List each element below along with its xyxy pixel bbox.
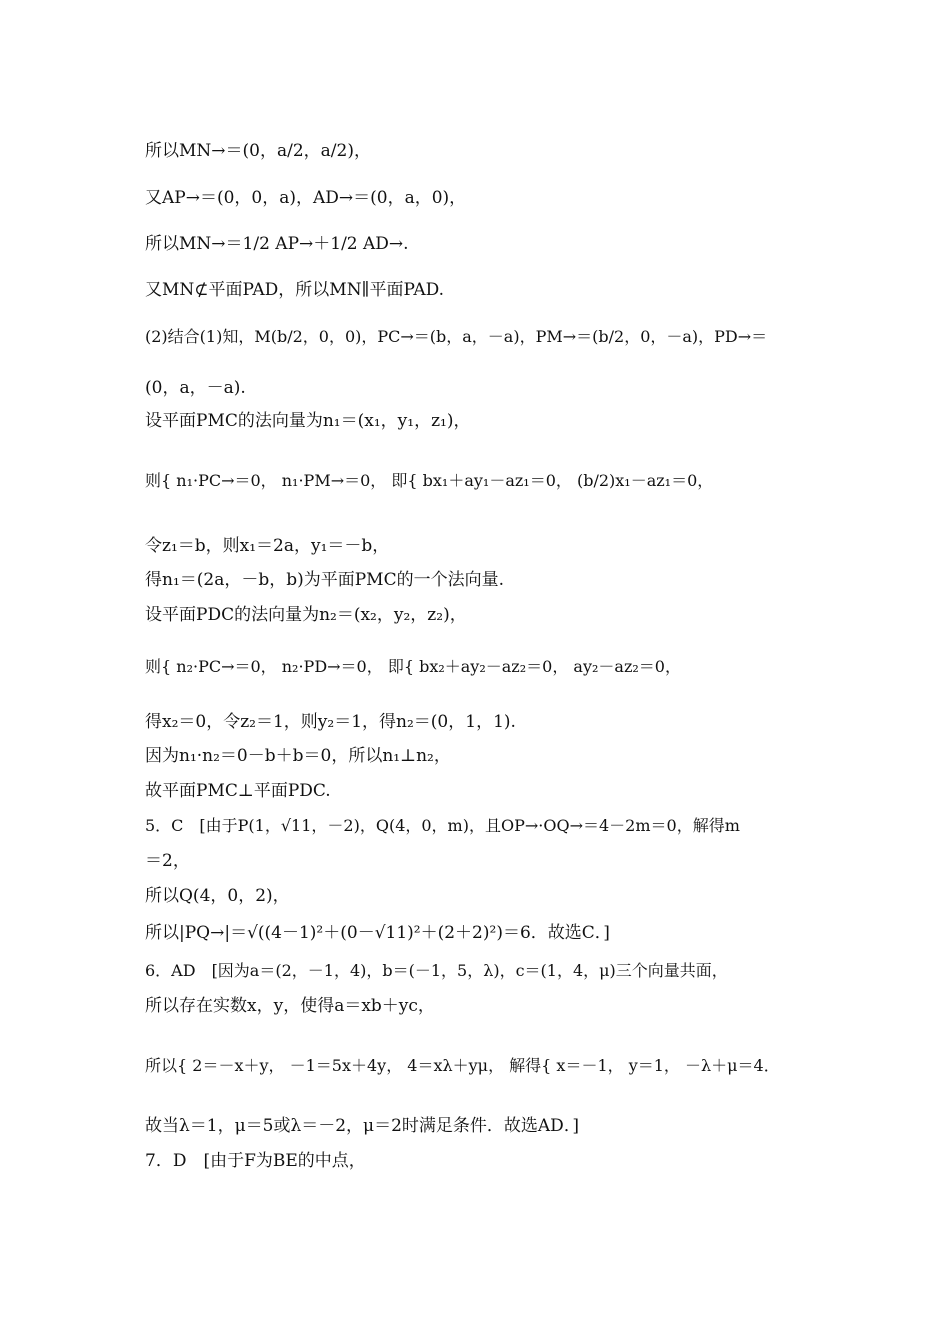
text-line: 所以Q(4，0，2)， [145, 886, 290, 906]
text-line: 所以MN→＝(0，a/2，a/2)， [145, 141, 371, 161]
text-line: 设平面PDC的法向量为n₂＝(x₂，y₂，z₂)， [145, 605, 467, 625]
text-line: 所以|PQ→|＝√((4－1)²＋(0－√11)²＋(2＋2)²)＝6．故选C．] [145, 923, 610, 943]
text-line: 5．C [由于P(1，√11，－2)，Q(4，0，m)，且OP→·OQ→＝4－2m＝0，解得m [145, 816, 740, 835]
text-line: 又MN⊄平面PAD，所以MN∥平面PAD. [145, 280, 445, 300]
text-line: ＝2， [145, 851, 190, 871]
text-line: 所以存在实数x，y，使得a＝xb＋yc， [145, 996, 435, 1016]
text-line: 6．AD [因为a＝(2，－1，4)，b＝(－1，5，λ)，c＝(1，4，μ)三个向量共面， [145, 961, 728, 980]
text-line: (2)结合(1)知，M(b/2，0，0)，PC→＝(b，a，－a)，PM→＝(b/2，0，－a)，PD→＝ [145, 327, 768, 346]
text-line: (0，a，－a). [145, 378, 246, 398]
text-line: 则{ n₂·PC→＝0， n₂·PD→＝0， 即{ bx₂＋ay₂－az₂＝0， ay₂－az₂＝0， [145, 657, 681, 676]
text-line: 故当λ＝1，μ＝5或λ＝－2，μ＝2时满足条件．故选AD．] [145, 1116, 579, 1136]
text-line: 则{ n₁·PC→＝0， n₁·PM→＝0， 即{ bx₁＋ay₁－az₁＝0， (b/2)x₁－az₁＝0， [145, 471, 714, 490]
text-line: 所以MN→＝1/2 AP→＋1/2 AD→. [145, 234, 409, 254]
text-line: 得n₁＝(2a，－b，b)为平面PMC的一个法向量. [145, 570, 504, 590]
text-line: 7．D [由于F为BE的中点， [145, 1151, 366, 1171]
text-line: 设平面PMC的法向量为n₁＝(x₁，y₁，z₁)， [145, 411, 471, 431]
text-line: 令z₁＝b，则x₁＝2a，y₁＝－b， [145, 536, 390, 556]
text-line: 故平面PMC⊥平面PDC. [145, 781, 331, 801]
text-line: 所以{ 2＝－x＋y， －1＝5x＋4y， 4＝xλ＋yμ， 解得{ x＝－1， y＝1， －λ＋μ＝4． [145, 1056, 780, 1075]
text-line: 得x₂＝0，令z₂＝1，则y₂＝1，得n₂＝(0，1，1). [145, 712, 516, 732]
text-line: 又AP→＝(0，0，a)，AD→＝(0，a，0)， [145, 188, 467, 208]
text-line: 因为n₁·n₂＝0－b＋b＝0，所以n₁⊥n₂， [145, 746, 451, 766]
